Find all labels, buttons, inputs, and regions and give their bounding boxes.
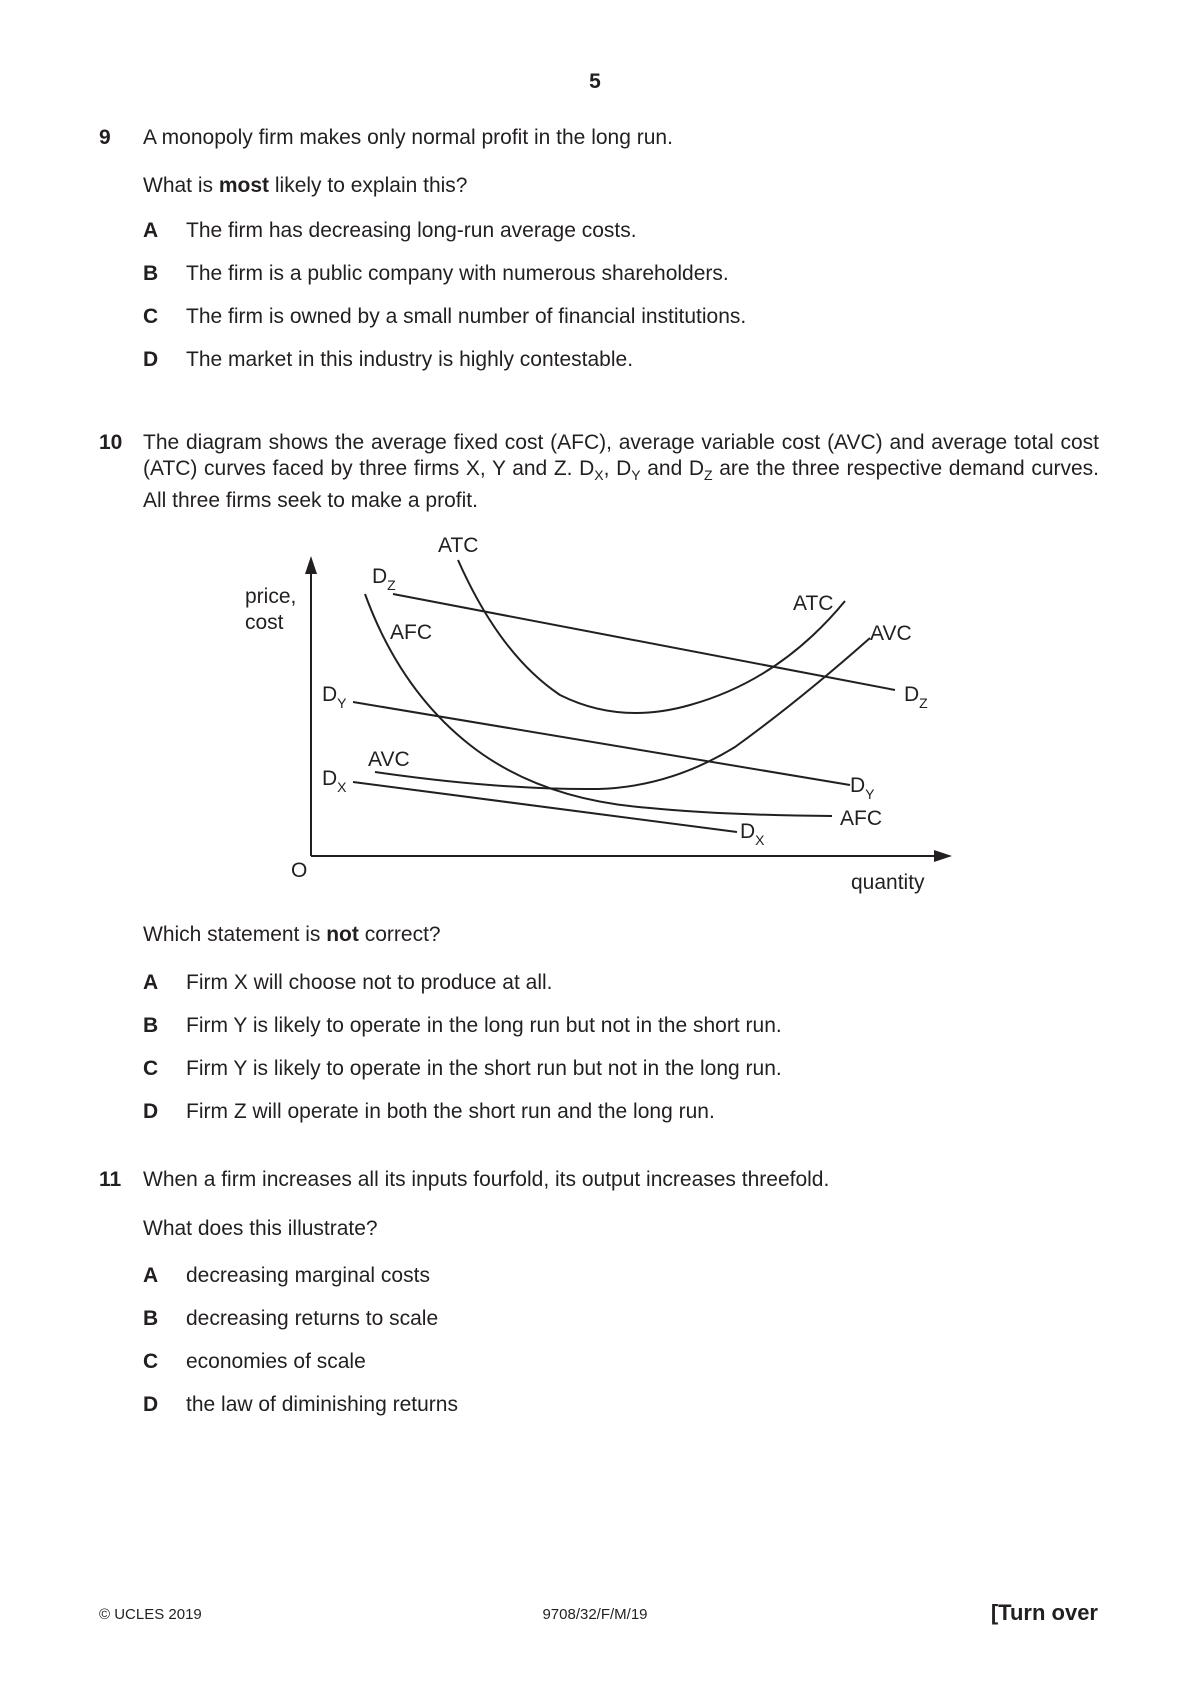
dy-curve: [353, 702, 850, 785]
option-letter: D: [143, 348, 159, 371]
afc-label: AFC: [390, 621, 432, 644]
option-letter: C: [143, 1350, 159, 1373]
y-axis-label: cost: [245, 611, 284, 634]
dz-label: $D_Z$: [904, 683, 928, 711]
avc-label: AVC: [368, 748, 410, 771]
dy-label: $D_Y$: [322, 683, 347, 711]
option-letter: B: [143, 1307, 159, 1330]
question-prompt: Which statement is not correct?: [143, 923, 441, 946]
option-text: Firm Y is likely to operate in the short run but not in the long run.: [186, 1057, 782, 1080]
question-number: 11: [99, 1168, 122, 1191]
option-text: The firm is owned by a small number of financial institutions.: [186, 305, 747, 328]
option-letter: B: [143, 262, 159, 285]
option-text: the law of diminishing returns: [186, 1393, 458, 1416]
page-number: 5: [589, 70, 601, 93]
option-text: The market in this industry is highly contestable.: [186, 348, 634, 371]
question-number: 9: [99, 126, 111, 149]
dx-label: $D_X$: [740, 820, 765, 848]
option-text: economies of scale: [186, 1350, 366, 1373]
option-letter: C: [143, 305, 159, 328]
option-text: The firm is a public company with numerous shareholders.: [186, 262, 729, 285]
atc-label: ATC: [438, 534, 479, 557]
dz-label: $D_Z$: [372, 565, 396, 593]
origin-label: O: [291, 859, 308, 882]
option-text: decreasing returns to scale: [186, 1307, 439, 1330]
option-letter: B: [143, 1014, 159, 1037]
question-stem: When a firm increases all its inputs fourfold, its output increases threefold.: [143, 1168, 830, 1191]
option-text: decreasing marginal costs: [186, 1264, 430, 1287]
y-axis-label: price,: [245, 585, 297, 608]
afc-curve: [365, 594, 832, 816]
afc-label: AFC: [840, 807, 882, 830]
option-letter: A: [143, 1264, 159, 1287]
footer-paper-code: 9708/32/F/M/19: [542, 1606, 648, 1623]
question-stem: A monopoly firm makes only normal profit in the long run.: [143, 126, 673, 149]
avc-label: AVC: [870, 622, 912, 645]
footer-copyright: © UCLES 2019: [99, 1606, 202, 1623]
question-number: 10: [99, 431, 123, 454]
dx-curve: [353, 782, 737, 832]
x-axis-arrow: [934, 850, 952, 862]
footer-turn-over: [Turn over: [990, 1600, 1098, 1625]
option-letter: A: [143, 219, 159, 242]
y-axis-arrow: [305, 556, 317, 574]
x-axis-label: quantity: [851, 871, 925, 894]
option-letter: D: [143, 1393, 159, 1416]
dy-label: $D_Y$: [850, 774, 875, 802]
question-11: [99, 1167, 1099, 1427]
atc-curve: [458, 560, 845, 713]
option-letter: A: [143, 971, 159, 994]
option-letter: C: [143, 1057, 159, 1080]
question-prompt: What is most likely to explain this?: [143, 174, 468, 197]
dx-label: $D_X$: [322, 767, 347, 795]
atc-label: ATC: [793, 592, 834, 615]
option-text: Firm Y is likely to operate in the long run but not in the short run.: [186, 1014, 782, 1037]
question-10-options: [99, 922, 1099, 1142]
option-text: Firm Z will operate in both the short run and the long run.: [186, 1100, 715, 1123]
option-letter: D: [143, 1100, 159, 1123]
option-text: The firm has decreasing long-run average costs.: [186, 219, 637, 242]
option-text: Firm X will choose not to produce at all.: [186, 971, 553, 994]
question-stem: The diagram shows the average fixed cost (AFC), average variable cost (AVC) and average total cost (ATC) curves faced by three firms X, Y and Z. $D_X$, $D_Y$ and $D_Z$ are the three respective demand curves. All three firms seek to make a profit.: [143, 431, 1099, 513]
question-prompt: What does this illustrate?: [143, 1217, 378, 1240]
avc-curve: [375, 638, 870, 789]
